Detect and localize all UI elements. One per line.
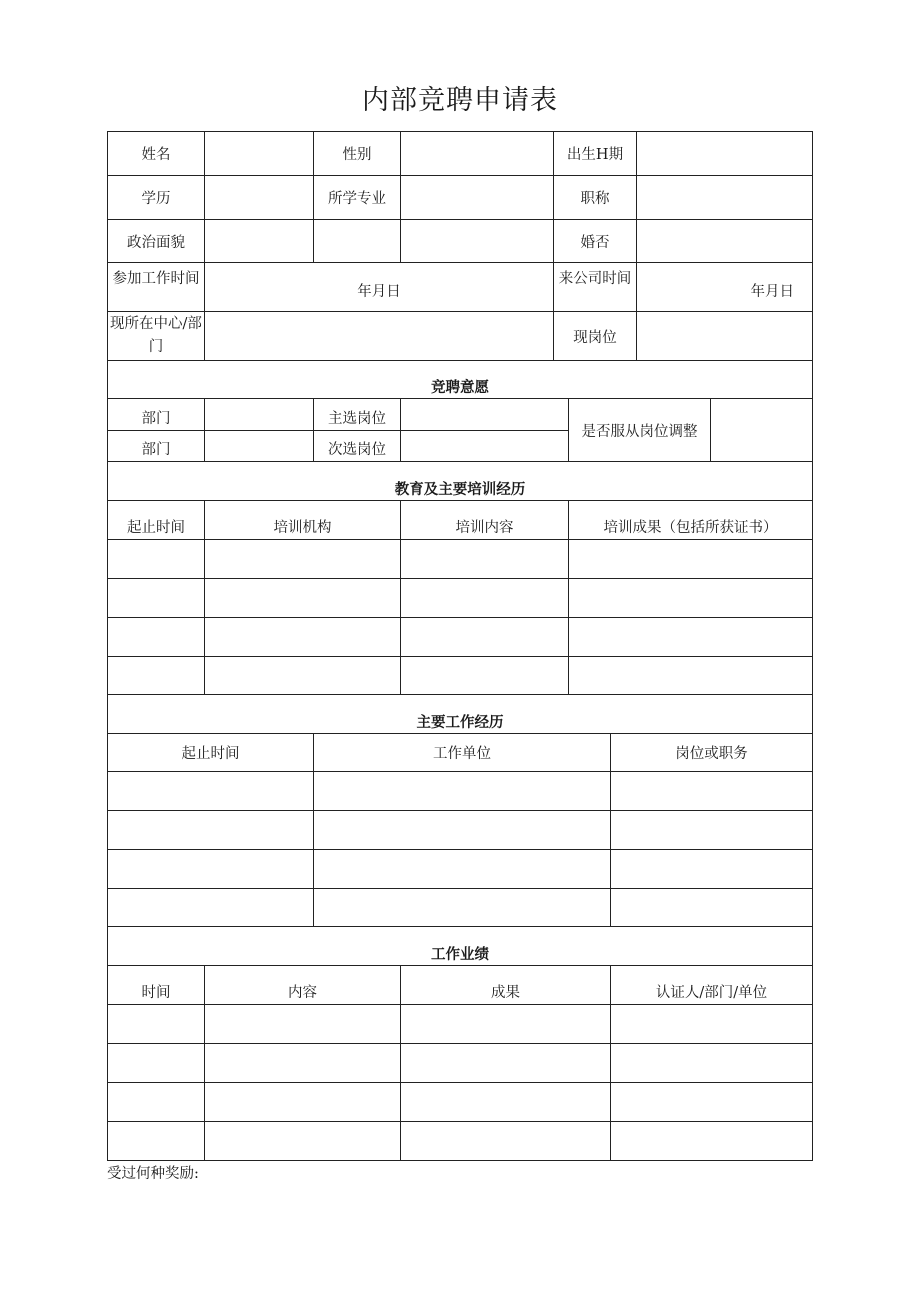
edu-col-institution: 培训机构: [205, 501, 401, 540]
current-dept-field[interactable]: [205, 312, 554, 361]
table-cell[interactable]: [611, 889, 813, 927]
education-label: 学历: [108, 176, 205, 220]
perf-col-time: 时间: [108, 966, 205, 1005]
intent-heading: 竞聘意愿: [108, 361, 813, 399]
table-cell[interactable]: [205, 1005, 401, 1044]
table-cell[interactable]: [205, 1122, 401, 1161]
work-start-label: 参加工作时间: [108, 263, 205, 312]
personal-info-table: [107, 131, 813, 361]
gender-label: 性别: [314, 132, 401, 176]
table-cell[interactable]: [314, 889, 611, 927]
table-row: [108, 618, 813, 657]
work-col-position: 岗位或职务: [611, 734, 813, 772]
education-table: [107, 461, 813, 695]
job-title-label: 职称: [554, 176, 637, 220]
job-title-field[interactable]: [637, 176, 813, 220]
table-cell[interactable]: [611, 811, 813, 850]
table-row: [108, 850, 813, 889]
table-cell[interactable]: [108, 1083, 205, 1122]
table-cell[interactable]: [611, 850, 813, 889]
marital-status-field[interactable]: [637, 220, 813, 263]
dept-field-2[interactable]: [205, 431, 314, 462]
name-field[interactable]: [205, 132, 314, 176]
gender-field[interactable]: [401, 132, 554, 176]
table-cell[interactable]: [108, 811, 314, 850]
table-row: [108, 540, 813, 579]
birth-date-label: 出生H期: [554, 132, 637, 176]
birth-date-field[interactable]: [637, 132, 813, 176]
political-status-field-2[interactable]: [314, 220, 401, 263]
join-date-label: 来公司时间: [554, 263, 637, 312]
table-cell[interactable]: [611, 1083, 813, 1122]
table-cell[interactable]: [108, 772, 314, 811]
table-cell[interactable]: [108, 1005, 205, 1044]
marital-status-label: 婚否: [554, 220, 637, 263]
table-cell[interactable]: [569, 579, 813, 618]
table-cell[interactable]: [108, 889, 314, 927]
table-cell[interactable]: [205, 657, 401, 695]
performance-table: [107, 926, 813, 1161]
political-status-field[interactable]: [205, 220, 314, 263]
intent-table: [107, 360, 813, 462]
table-row: [108, 1083, 813, 1122]
political-status-label: 政治面貌: [108, 220, 205, 263]
table-cell[interactable]: [401, 540, 569, 579]
table-cell[interactable]: [108, 1122, 205, 1161]
perf-col-content: 内容: [205, 966, 401, 1005]
table-cell[interactable]: [108, 850, 314, 889]
table-row: [108, 889, 813, 927]
table-cell[interactable]: [205, 618, 401, 657]
table-row: [108, 772, 813, 811]
major-field[interactable]: [401, 176, 554, 220]
perf-col-verifier: 认证人/部门/单位: [611, 966, 813, 1005]
table-cell[interactable]: [205, 579, 401, 618]
table-cell[interactable]: [401, 1122, 611, 1161]
blank-cell: [401, 220, 554, 263]
table-cell[interactable]: [611, 1005, 813, 1044]
work-heading: 主要工作经历: [108, 695, 813, 734]
table-row: [108, 811, 813, 850]
table-cell[interactable]: [611, 1122, 813, 1161]
table-cell[interactable]: [401, 618, 569, 657]
current-post-field[interactable]: [637, 312, 813, 361]
table-cell[interactable]: [108, 1044, 205, 1083]
table-cell[interactable]: [108, 579, 205, 618]
current-dept-label: 现所在中心/部门: [108, 312, 205, 361]
table-cell[interactable]: [108, 540, 205, 579]
table-cell[interactable]: [611, 772, 813, 811]
table-row: [108, 1044, 813, 1083]
education-field[interactable]: [205, 176, 314, 220]
table-row: [108, 657, 813, 695]
perf-col-result: 成果: [401, 966, 611, 1005]
table-cell[interactable]: [569, 540, 813, 579]
table-cell[interactable]: [108, 657, 205, 695]
primary-post-field[interactable]: [401, 399, 569, 431]
join-date-field[interactable]: 年月日: [637, 263, 813, 312]
table-cell[interactable]: [205, 1083, 401, 1122]
dept-field-1[interactable]: [205, 399, 314, 431]
table-cell[interactable]: [205, 1044, 401, 1083]
secondary-post-label: 次选岗位: [314, 431, 401, 462]
work-start-field[interactable]: 年月日: [205, 263, 554, 312]
accept-adjust-field[interactable]: [711, 399, 813, 462]
table-cell[interactable]: [569, 618, 813, 657]
table-cell[interactable]: [401, 579, 569, 618]
table-cell[interactable]: [314, 850, 611, 889]
table-cell[interactable]: [401, 1083, 611, 1122]
performance-heading: 工作业绩: [108, 927, 813, 966]
edu-col-result: 培训成果（包括所获证书）: [569, 501, 813, 540]
work-col-employer: 工作单位: [314, 734, 611, 772]
page-title: 内部竞聘申请表: [362, 85, 558, 116]
education-heading: 教育及主要培训经历: [108, 462, 813, 501]
dept-label-1: 部门: [108, 399, 205, 431]
edu-col-content: 培训内容: [401, 501, 569, 540]
table-row: [108, 579, 813, 618]
primary-post-label: 主选岗位: [314, 399, 401, 431]
table-cell[interactable]: [205, 540, 401, 579]
work-history-table: [107, 694, 813, 927]
table-cell[interactable]: [401, 1005, 611, 1044]
awards-label: 受过何种奖励:: [107, 1166, 199, 1182]
edu-col-period: 起止时间: [108, 501, 205, 540]
name-label: 姓名: [108, 132, 205, 176]
table-row: [108, 1122, 813, 1161]
work-col-period: 起止时间: [108, 734, 314, 772]
table-cell[interactable]: [611, 1044, 813, 1083]
table-cell[interactable]: [314, 772, 611, 811]
table-cell[interactable]: [569, 657, 813, 695]
current-post-label: 现岗位: [554, 312, 637, 361]
major-label: 所学专业: [314, 176, 401, 220]
table-row: [108, 1005, 813, 1044]
secondary-post-field[interactable]: [401, 431, 569, 462]
table-cell[interactable]: [401, 657, 569, 695]
table-cell[interactable]: [314, 811, 611, 850]
table-cell[interactable]: [108, 618, 205, 657]
dept-label-2: 部门: [108, 431, 205, 462]
accept-adjust-label: 是否服从岗位调整: [569, 399, 711, 462]
table-cell[interactable]: [401, 1044, 611, 1083]
